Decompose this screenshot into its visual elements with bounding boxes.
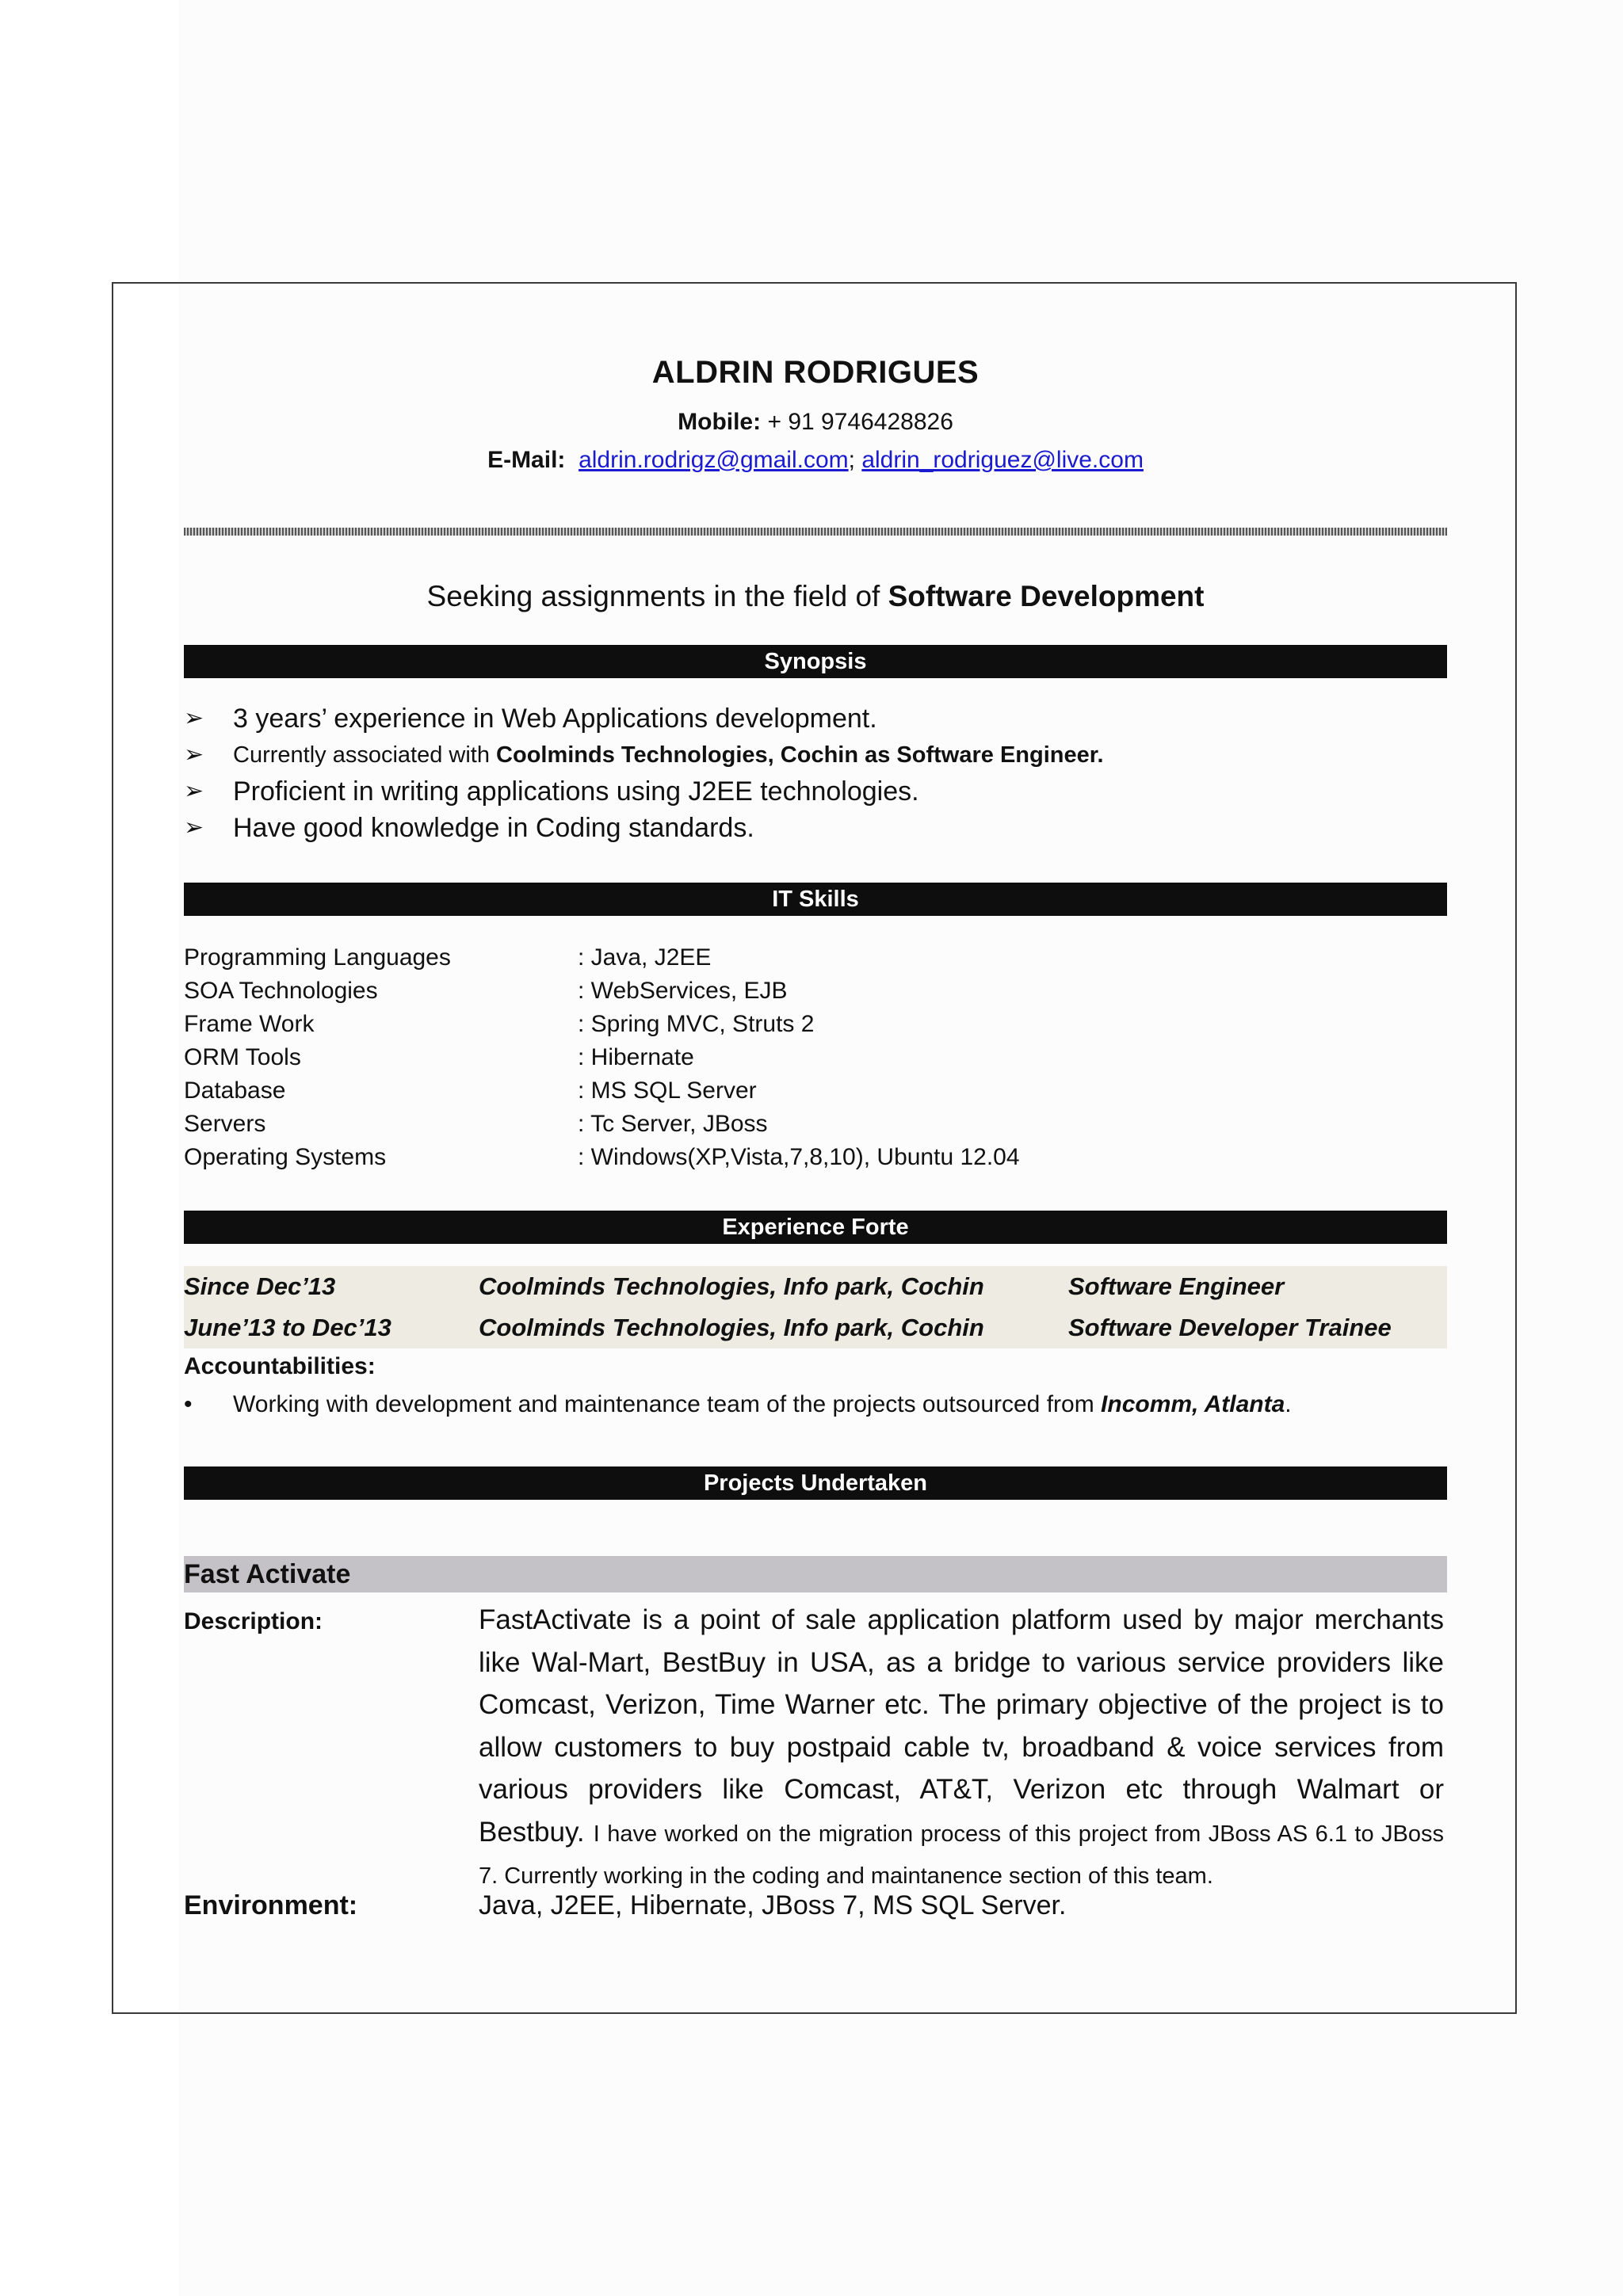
skill-row (184, 1074, 1447, 1108)
experience-heading: Experience Forte (184, 1211, 1447, 1244)
synopsis-text: Proficient in writing applications using J2EE technologies. (233, 776, 919, 807)
synopsis-item (184, 810, 1447, 846)
skill-row (184, 974, 1447, 1008)
email-link-1[interactable]: aldrin.rodrigz@gmail.com (579, 447, 849, 473)
skill-key: ORM Tools (184, 1044, 301, 1070)
accountability-client: Incomm, Atlanta (1101, 1391, 1285, 1417)
experience-role: Software Developer Trainee (1068, 1314, 1392, 1341)
skill-row (184, 1008, 1447, 1041)
candidate-name: ALDRIN RODRIGUES (651, 355, 980, 390)
skill-key: Programming Languages (184, 944, 451, 971)
experience-row (184, 1266, 1447, 1307)
bullet-dot-icon: • (184, 1391, 193, 1417)
description-detail: I have worked on the migration process of this project from JBoss AS 6.1 to JBoss 7. Currently working in the coding and maintanence section of this team. (479, 1821, 1444, 1889)
accountability-end: . (1285, 1391, 1292, 1417)
skill-value: : Tc Server, JBoss (578, 1111, 768, 1137)
projects-heading: Projects Undertaken (184, 1466, 1447, 1500)
it-skills-heading: IT Skills (184, 883, 1447, 916)
experience-table (184, 1266, 1447, 1348)
description-label: Description: (184, 1608, 323, 1634)
experience-row (184, 1307, 1447, 1348)
header-divider (184, 528, 1447, 536)
description-main: FastActivate is a point of sale application platform used by major merchants like Wal-Mart, BestBuy in USA, as a bridge to various service providers like Comcast, Verizon, Time Warner etc. The primary objective of the project is to allow customers to buy postpaid cable tv, broadband & voice services from various providers like Comcast, AT&T, Verizon etc through Walmart or Bestbuy. (479, 1604, 1444, 1848)
synopsis-text: 3 years’ experience in Web Applications development. (233, 704, 877, 734)
mobile-label: Mobile: (678, 409, 762, 435)
accountability-text (233, 1391, 1292, 1418)
accountabilities-label: Accountabilities: (184, 1353, 376, 1379)
experience-period: June’13 to Dec’13 (184, 1314, 391, 1341)
environment-value: Java, J2EE, Hibernate, JBoss 7, MS SQL Server. (479, 1890, 1067, 1920)
skill-key: Operating Systems (184, 1144, 387, 1170)
synopsis-item (184, 773, 1447, 810)
skill-row (184, 941, 1447, 974)
skill-key: Servers (184, 1111, 266, 1137)
skill-value: : Hibernate (578, 1044, 694, 1070)
experience-role: Software Engineer (1068, 1272, 1285, 1300)
skill-value: : Java, J2EE (578, 944, 712, 971)
synopsis-item (184, 700, 1447, 737)
synopsis-text: Have good knowledge in Coding standards. (233, 813, 754, 843)
description-text (479, 1599, 1444, 1896)
mobile-line (184, 409, 1447, 436)
email-link-2[interactable]: aldrin_rodriguez@live.com (861, 447, 1144, 473)
skill-value: : Windows(XP,Vista,7,8,10), Ubuntu 12.04 (578, 1144, 1020, 1170)
arrow-bullet-icon: ➢ (184, 705, 204, 731)
experience-company: Coolminds Technologies, Info park, Cochin (479, 1272, 984, 1300)
skill-value: : Spring MVC, Struts 2 (578, 1011, 815, 1037)
skill-value: : WebServices, EJB (578, 978, 788, 1004)
skill-value: : MS SQL Server (578, 1077, 757, 1104)
it-skills-table (184, 941, 1447, 1174)
arrow-bullet-icon: ➢ (184, 814, 204, 841)
skill-key: Database (184, 1077, 286, 1104)
mobile-value: + 91 9746428826 (767, 409, 953, 435)
skill-key: SOA Technologies (184, 978, 378, 1004)
objective-prefix: Seeking assignments in the field of (426, 580, 888, 612)
accountability-plain: Working with development and maintenance team of the projects outsourced from (233, 1391, 1102, 1417)
experience-period: Since Dec’13 (184, 1272, 336, 1300)
skill-row (184, 1041, 1447, 1074)
email-line (184, 447, 1447, 474)
skill-key: Frame Work (184, 1011, 315, 1037)
arrow-bullet-icon: ➢ (184, 742, 204, 768)
skill-row (184, 1108, 1447, 1141)
objective-field: Software Development (888, 580, 1205, 612)
arrow-bullet-icon: ➢ (184, 778, 204, 804)
synopsis-item (184, 737, 1447, 773)
email-label: E-Mail: (487, 447, 566, 473)
synopsis-list (184, 700, 1447, 846)
environment-label: Environment: (184, 1890, 358, 1920)
synopsis-bold-text: Coolminds Technologies, Cochin as Software Engineer. (496, 742, 1104, 768)
project-name: Fast Activate (184, 1556, 1447, 1592)
synopsis-heading: Synopsis (184, 645, 1447, 678)
synopsis-text: Currently associated with (233, 742, 497, 768)
skill-row (184, 1141, 1447, 1174)
email-separator: ; (848, 447, 855, 473)
objective-line (184, 580, 1447, 613)
experience-company: Coolminds Technologies, Info park, Cochin (479, 1314, 984, 1341)
